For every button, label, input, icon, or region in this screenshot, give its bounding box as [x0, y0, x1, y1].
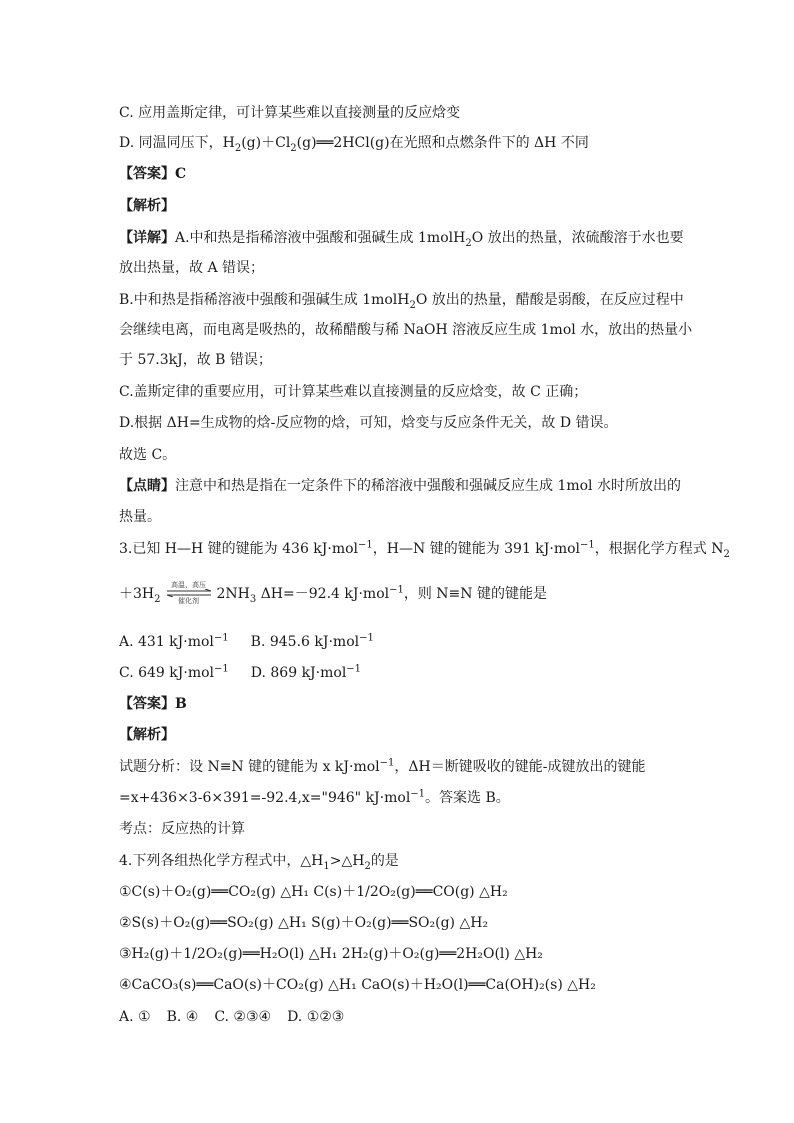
- question-4-stem: 4.下列各组热化学方程式中，$\triangle H_1>\triangle H_2$的是: [119, 853, 399, 872]
- detail-line-1: 【详解】A.中和热是指稀溶液中强酸和强碱生成 1molH$_2$O 放出的热量，浓硫酸溶于水也要: [119, 230, 684, 249]
- answer-label: 【答案】C: [119, 166, 187, 182]
- reversible-arrow-icon: [165, 589, 213, 597]
- reaction-condition-arrow: 高温、高压 催化剂: [165, 585, 213, 603]
- question-3-options-cd: C. 649 kJ·mol$^{-1}$ D. 869 kJ·mol$^{-1}$: [119, 663, 362, 681]
- detail-line-2: 放出热量，故 A 错误；: [119, 260, 265, 276]
- question-4-item-1: ①C(s)＋O₂(g)══CO₂(g) △H₁ C(s)＋1/2O₂(g)══CO(g) △H₂: [119, 884, 508, 900]
- detail-line-3: B.中和热是指稀溶液中强酸和强碱生成 1molH$_2$O 放出的热量，醋酸是弱酸，在反应过程中: [119, 292, 684, 311]
- detail-line-4: 会继续电离，而电离是吸热的，故稀醋酸与稀 NaOH 溶液反应生成 1mol 水，放出的热量小: [119, 322, 693, 338]
- question-4-item-2: ②S(s)＋O₂(g)══SO₂(g) △H₁ S(g)＋O₂(g)══SO₂(g) △H₂: [119, 915, 489, 931]
- answer-label-2: 【答案】B: [119, 696, 187, 712]
- question-3-options-ab: A. 431 kJ·mol$^{-1}$ B. 945.6 kJ·mol$^{-1}$: [119, 632, 374, 650]
- tip-line-2: 热量。: [119, 509, 161, 525]
- question-3-line-2: $+3H_2$ 高温、高压 催化剂 $2NH_3$ ΔH=－92.4 kJ·mol$^{-1}$，则 N≡N 键的键能是: [119, 581, 547, 605]
- option-d-line: D. 同温同压下，$H_2(g)+Cl_2(g)══2HCl(g)$在光照和点燃条件下的 ΔH 不同: [119, 135, 589, 154]
- detail-line-7: D.根据 ΔH=生成物的焓-反应物的焓，可知，焓变与反应条件无关，故 D 错误。: [119, 415, 618, 431]
- knowledge-point: 考点：反应热的计算: [119, 821, 245, 837]
- detail-line-6: C.盖斯定律的重要应用，可计算某些难以直接测量的反应焓变，故 C 正确；: [119, 384, 588, 400]
- analysis-label-2: 【解析】: [119, 727, 175, 743]
- question-4-item-4: ④CaCO₃(s)══CaO(s)＋CO₂(g) △H₁ CaO(s)＋H₂O(l)══Ca(OH)₂(s) △H₂: [119, 977, 596, 993]
- detail-line-8: 故选 C。: [119, 447, 177, 463]
- analysis-label: 【解析】: [119, 198, 175, 214]
- option-c-line: C. 应用盖斯定律，可计算某些难以直接测量的反应焓变: [119, 105, 461, 121]
- solution-line-1: 试题分析：设 N≡N 键的键能为 x kJ·mol$^{-1}$，ΔH＝断键吸收的键能-成键放出的键能: [119, 757, 646, 775]
- question-4-item-3: ③H₂(g)＋1/2O₂(g)══H₂O(l) △H₁ 2H₂(g)＋O₂(g)══2H₂O(l) △H₂: [119, 946, 543, 962]
- tip-line-1: 【点睛】注意中和热是指在一定条件下的稀溶液中强酸和强碱反应生成 1mol 水时所放出的: [119, 478, 681, 494]
- solution-line-2: =x+436×3-6×391=-92.4,x="946" kJ·mol$^{-1}$。答案选 B。: [119, 788, 510, 806]
- detail-line-5: 于 57.3kJ，故 B 错误；: [119, 352, 272, 368]
- question-3-line-1: 3.已知 H—H 键的键能为 436 kJ·mol$^{-1}$，H—N 键的键能为 391 kJ·mol$^{-1}$，根据化学方程式 $N_2$: [119, 539, 730, 560]
- question-4-options: A. ① B. ④ C. ②③④ D. ①②③: [119, 1009, 345, 1025]
